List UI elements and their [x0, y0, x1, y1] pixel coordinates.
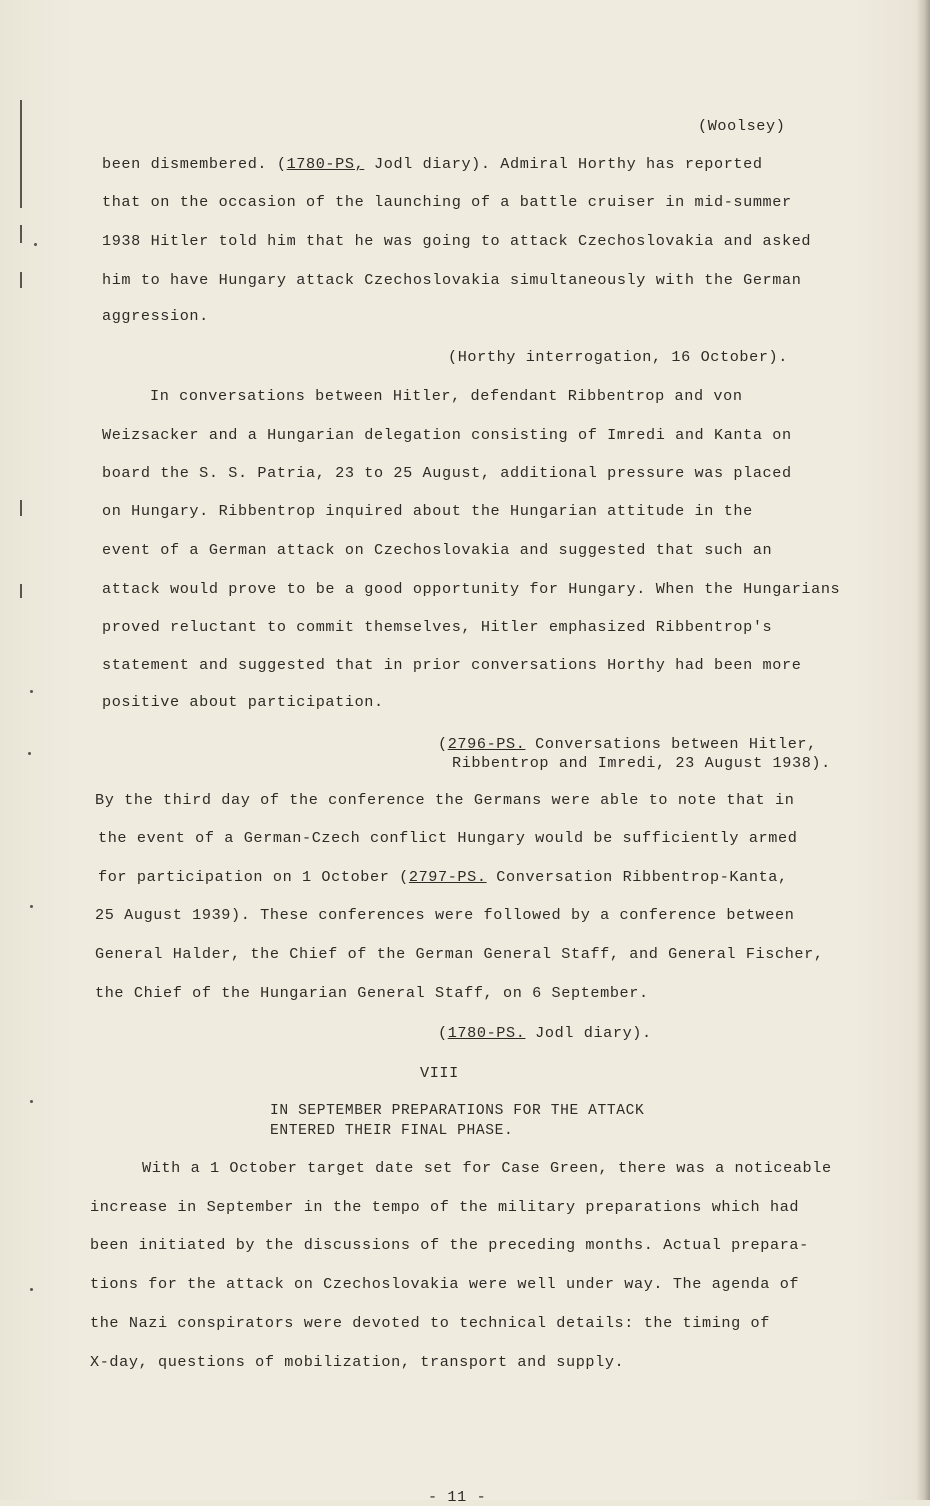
paragraph-3-line-3: for participation on 1 October (2797-PS. Conversation Ribbentrop-Kanta,	[98, 868, 788, 886]
section-title-line-1: IN SEPTEMBER PREPARATIONS FOR THE ATTACK	[270, 1103, 645, 1119]
paragraph-1-line-5: aggression.	[102, 307, 209, 325]
paragraph-3-line-1: By the third day of the conference the Germans were able to note that in	[95, 791, 795, 809]
paragraph-3-line-2: the event of a German-Czech conflict Hungary would be sufficiently armed	[98, 829, 798, 847]
document-reference: 1780-PS,	[286, 155, 365, 173]
margin-dot	[30, 1100, 33, 1103]
paragraph-4-line-2: increase in September in the tempo of the military preparations which had	[90, 1198, 800, 1216]
paragraph-4-line-1: With a 1 October target date set for Case Green, there was a noticeable	[142, 1159, 832, 1177]
margin-dot	[34, 243, 37, 246]
citation-1780-ps: (1780-PS. Jodl diary).	[438, 1024, 652, 1042]
margin-dot	[28, 752, 31, 755]
margin-line-mark	[20, 272, 22, 288]
page-number: - 11 -	[428, 1488, 487, 1506]
paragraph-4-line-4: tions for the attack on Czechoslovakia were well under way. The agenda of	[90, 1275, 800, 1293]
paragraph-2-line-4: on Hungary. Ribbentrop inquired about the Hungarian attitude in the	[102, 502, 753, 520]
citation-2796-ps-line-2: Ribbentrop and Imredi, 23 August 1938).	[452, 754, 831, 772]
margin-dot	[30, 690, 33, 693]
paragraph-1-line-2: that on the occasion of the launching of a battle cruiser in mid-summer	[102, 193, 792, 211]
paragraph-4-line-6: X-day, questions of mobilization, transport and supply.	[90, 1353, 625, 1371]
page-edge-shadow	[916, 0, 930, 1500]
paragraph-1-line-3: 1938 Hitler told him that he was going to attack Czechoslovakia and asked	[102, 232, 812, 250]
section-number: VIII	[420, 1064, 459, 1082]
paragraph-2-line-3: board the S. S. Patria, 23 to 25 August, additional pressure was placed	[102, 464, 792, 482]
margin-line-mark	[20, 100, 22, 208]
citation-2796-ps-line-1: (2796-PS. Conversations between Hitler,	[438, 735, 817, 753]
paragraph-1-line-4: him to have Hungary attack Czechoslovakia simultaneously with the German	[102, 271, 802, 289]
paragraph-4-line-3: been initiated by the discussions of the preceding months. Actual prepara-	[90, 1236, 809, 1254]
paragraph-2-line-8: statement and suggested that in prior conversations Horthy had been more	[102, 656, 802, 674]
paragraph-3-line-5: General Halder, the Chief of the German General Staff, and General Fischer,	[95, 945, 824, 963]
margin-line-mark	[20, 225, 22, 243]
margin-line-mark	[20, 500, 22, 516]
paragraph-3-line-4: 25 August 1939). These conferences were followed by a conference between	[95, 906, 795, 924]
document-reference: 1780-PS.	[447, 1024, 526, 1042]
paragraph-1-line-1: been dismembered. (1780-PS, Jodl diary). Admiral Horthy has reported	[102, 155, 763, 173]
paragraph-2-line-1: In conversations between Hitler, defendant Ribbentrop and von	[150, 387, 743, 405]
citation-horthy: (Horthy interrogation, 16 October).	[448, 348, 788, 366]
paragraph-2-line-9: positive about participation.	[102, 693, 384, 711]
margin-dot	[30, 1288, 33, 1291]
paragraph-3-line-6: the Chief of the Hungarian General Staff, on 6 September.	[95, 984, 649, 1002]
paragraph-2-line-6: attack would prove to be a good opportunity for Hungary. When the Hungarians	[102, 580, 841, 598]
paragraph-2-line-7: proved reluctant to commit themselves, Hitler emphasized Ribbentrop's	[102, 618, 773, 636]
document-reference: 2797-PS.	[408, 868, 487, 886]
document-reference: 2796-PS.	[447, 735, 526, 753]
paragraph-2-line-5: event of a German attack on Czechoslovakia and suggested that such an	[102, 541, 773, 559]
paragraph-4-line-5: the Nazi conspirators were devoted to technical details: the timing of	[90, 1314, 770, 1332]
speaker-label: (Woolsey)	[698, 117, 786, 135]
margin-line-mark	[20, 584, 22, 598]
section-title-line-2: ENTERED THEIR FINAL PHASE.	[270, 1123, 514, 1139]
margin-dot	[30, 905, 33, 908]
paragraph-2-line-2: Weizsacker and a Hungarian delegation consisting of Imredi and Kanta on	[102, 426, 792, 444]
